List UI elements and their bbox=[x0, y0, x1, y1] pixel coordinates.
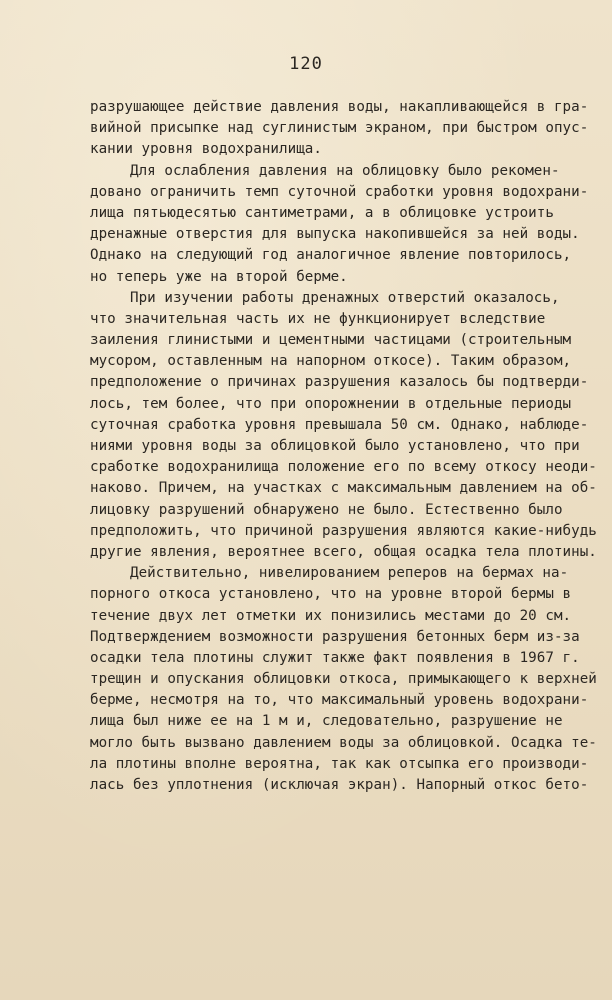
text-line: наково. Причем, на участках с максимальным давлением на об- bbox=[90, 480, 597, 497]
paragraph-first-line: Действительно, нивелированием реперов на бермах на- bbox=[130, 565, 569, 582]
text-line: осадки тела плотины служит также факт появления в 1967 г. bbox=[90, 649, 580, 666]
text-line: суточная сработка уровня превышала 50 см. Однако, наблюде- bbox=[90, 416, 589, 433]
text-line: вийной присыпке над суглинистым экраном, при быстром опус- bbox=[90, 120, 589, 137]
text-line: дренажные отверстия для выпуска накопившейся за ней воды. bbox=[90, 226, 580, 243]
text-line: разрушающее действие давления воды, накапливающейся в гра- bbox=[90, 99, 589, 115]
text-line: ниями уровня воды за облицовкой было установлено, что при bbox=[90, 438, 580, 454]
text-line: предположение о причинах разрушения казалось бы подтверди- bbox=[90, 374, 589, 391]
text-line: лища пятьюдесятью сантиметрами, а в облицовке устроить bbox=[90, 204, 554, 221]
text-line: другие явления, вероятнее всего, общая осадка тела плотины. bbox=[90, 543, 597, 560]
paragraph-first-line: Для ослабления давления на облицовку было рекомен- bbox=[130, 162, 560, 179]
text-line: порного откоса установлено, что на уровне второй бермы в bbox=[90, 586, 572, 603]
text-line: Однако на следующий год аналогичное явление повторилось, bbox=[90, 247, 572, 264]
text-line: лось, тем более, что при опорожнении в отдельные периоды bbox=[90, 395, 572, 412]
text-line: мусором, оставленным на напорном откосе). Таким образом, bbox=[90, 353, 572, 370]
text-line: сработке водохранилища положение его по всему откосу неоди- bbox=[90, 459, 597, 476]
text-line: течение двух лет отметки их понизились местами до 20 см. bbox=[90, 607, 572, 624]
text-line: кании уровня водохранилища. bbox=[90, 141, 322, 158]
text-line: лицовку разрушений обнаружено не было. Естественно было bbox=[90, 501, 563, 518]
page-number: 120 bbox=[289, 54, 323, 74]
text-line: берме, несмотря на то, что максимальный уровень водохрани- bbox=[90, 692, 589, 709]
text-line: предположить, что причиной разрушения являются какие-нибудь bbox=[90, 522, 597, 539]
text-line: что значительная часть их не функционирует вследствие bbox=[90, 310, 546, 327]
text-line: лища был ниже ее на 1 м и, следовательно, разрушение не bbox=[90, 713, 563, 730]
body-text bbox=[90, 97, 597, 796]
paragraph-first-line: При изучении работы дренажных отверстий оказалось, bbox=[130, 289, 560, 306]
text-line: могло быть вызвано давлением воды за облицовкой. Осадка те- bbox=[90, 734, 597, 751]
text-line: но теперь уже на второй берме. bbox=[90, 268, 348, 285]
text-line: лась без уплотнения (исключая экран). Напорный откос бето- bbox=[90, 777, 589, 793]
text-line: Подтверждением возможности разрушения бетонных берм из-за bbox=[90, 628, 580, 645]
text-line: заиления глинистыми и цементными частицами (строительным bbox=[90, 332, 572, 349]
text-line: ла плотины вполне вероятна, так как отсыпка его производи- bbox=[90, 755, 589, 772]
text-line: трещин и опускания облицовки откоса, примыкающего к верхней bbox=[90, 671, 597, 688]
text-line: довано ограничить темп суточной сработки уровня водохрани- bbox=[90, 183, 589, 200]
